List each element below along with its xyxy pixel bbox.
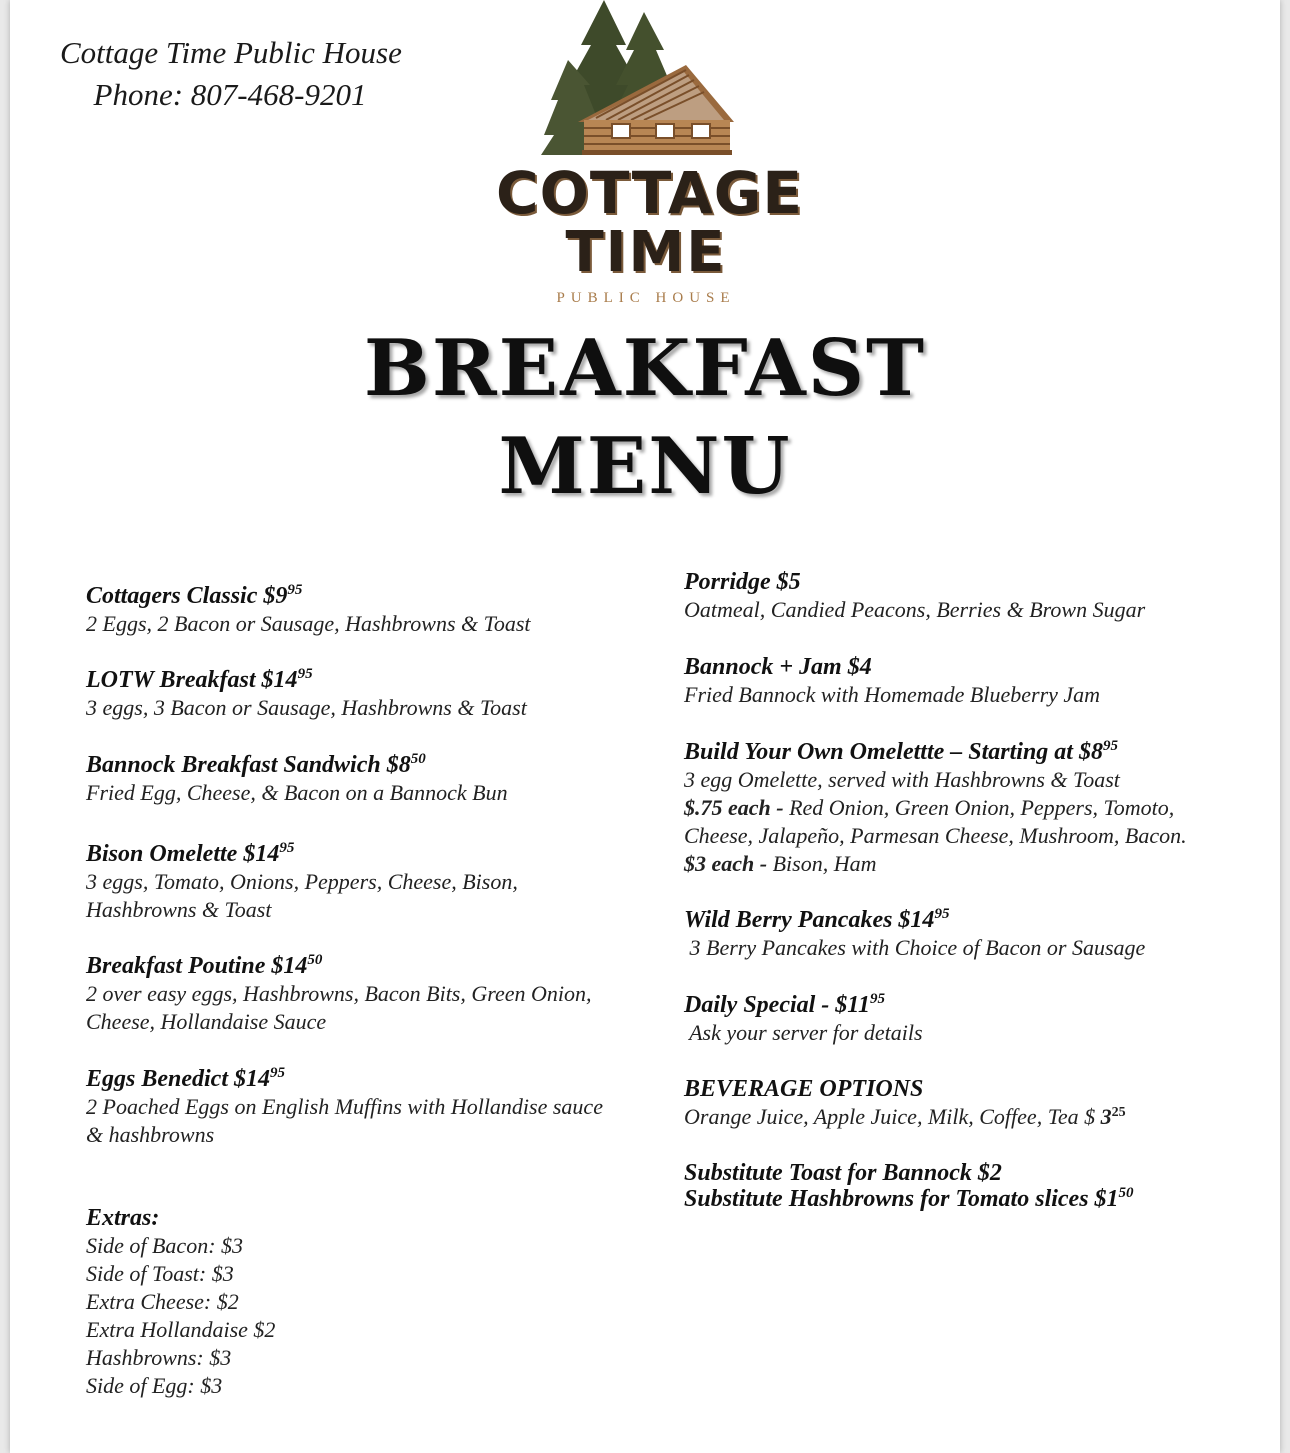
substitutions-section <box>684 1160 1244 1212</box>
item-name: Breakfast Poutine $14 <box>86 953 308 979</box>
item-cents: 95 <box>287 582 303 598</box>
menu-item-daily-special <box>684 991 1244 1047</box>
extras-item: Extra Cheese: $2 <box>86 1289 239 1314</box>
extras-item: Side of Egg: $3 <box>86 1373 223 1398</box>
menu-title-line2: MENU <box>498 421 792 512</box>
cabin-trees-icon <box>496 0 796 170</box>
business-name: Cottage Time Public House <box>60 35 402 70</box>
item-desc: 3 Berry Pancakes with Choice of Bacon or Sausage <box>684 935 1146 960</box>
phone-number: Phone: 807-468-9201 <box>93 77 367 112</box>
menu-item-bannock-sandwich <box>86 751 646 807</box>
substitution-line: Substitute Hashbrowns for Tomato slices $1 <box>684 1186 1119 1212</box>
item-cents: 95 <box>1102 738 1118 754</box>
item-desc: 2 over easy eggs, Hashbrowns, Bacon Bits, Green Onion, <box>86 981 592 1006</box>
menu-title-line1: BREAKFAST <box>363 323 927 414</box>
item-desc: Hashbrowns & Toast <box>86 897 272 922</box>
item-desc: & hashbrowns <box>86 1122 215 1147</box>
menu-page <box>10 0 1280 1453</box>
substitution-line: Substitute Toast for Bannock $2 <box>684 1160 1002 1186</box>
item-desc: 3 eggs, Tomato, Onions, Peppers, Cheese, Bison, <box>86 869 518 894</box>
substitution-cents: 50 <box>1118 1185 1134 1201</box>
item-desc: 3 egg Omelette, served with Hashbrowns & Toast <box>684 767 1120 792</box>
cottage-time-logo <box>496 0 803 320</box>
item-cents: 95 <box>279 840 295 856</box>
item-desc: Cheese, Hollandaise Sauce <box>86 1009 327 1034</box>
item-desc: Oatmeal, Candied Peacons, Berries & Brown Sugar <box>684 597 1146 622</box>
beverage-list: Orange Juice, Apple Juice, Milk, Coffee, Tea $ <box>684 1104 1101 1129</box>
extras-item: Hashbrowns: $3 <box>86 1345 232 1370</box>
item-name: Bannock + Jam $4 <box>684 654 872 680</box>
item-desc: Fried Egg, Cheese, & Bacon on a Bannock Bun <box>86 780 508 805</box>
menu-item-cottagers-classic <box>86 582 646 638</box>
beverage-price: 3 <box>1100 1104 1112 1129</box>
menu-item-bannock-jam <box>684 653 1244 709</box>
contact-block <box>60 32 400 116</box>
extras-item: Side of Bacon: $3 <box>86 1233 244 1258</box>
item-cents: 95 <box>297 666 313 682</box>
beverage-cents: 25 <box>1111 1105 1126 1120</box>
item-name: Bison Omelette $14 <box>86 841 280 867</box>
menu-item-lotw-breakfast <box>86 666 646 722</box>
option-text-cont: Cheese, Jalapeño, Parmesan Cheese, Mushroom, Bacon. <box>684 823 1187 848</box>
extras-item: Side of Toast: $3 <box>86 1261 234 1286</box>
item-name: Daily Special - $11 <box>684 992 870 1018</box>
menu-item-breakfast-poutine <box>86 952 646 1036</box>
item-cents: 95 <box>869 991 885 1007</box>
item-desc: Ask your server for details <box>684 1020 923 1045</box>
item-desc: 2 Poached Eggs on English Muffins with Hollandise sauce <box>86 1094 603 1119</box>
item-cents: 95 <box>270 1065 285 1081</box>
item-name: Build Your Own Omelettte – Starting at $8 <box>684 739 1103 765</box>
menu-item-bison-omelette <box>86 840 646 924</box>
item-desc: 3 eggs, 3 Bacon or Sausage, Hashbrowns & Toast <box>86 695 527 720</box>
beverage-section <box>684 1075 1244 1131</box>
option-text: Bison, Ham <box>767 851 877 876</box>
menu-item-eggs-benedict <box>86 1065 646 1149</box>
item-name: Cottagers Classic $9 <box>86 583 288 609</box>
item-name: Wild Berry Pancakes $14 <box>684 907 935 933</box>
extras-heading: Extras: <box>86 1205 160 1231</box>
extras-item: Extra Hollandaise $2 <box>86 1317 276 1342</box>
item-name: Eggs Benedict $14 <box>86 1066 270 1092</box>
item-name: Porridge $5 <box>684 569 801 595</box>
menu-item-wild-berry-pancakes <box>684 906 1244 962</box>
logo-subtitle: PUBLIC HOUSE <box>556 290 736 306</box>
option-price-label: $.75 each - <box>684 795 784 820</box>
item-name: LOTW Breakfast $14 <box>86 667 298 693</box>
logo-word-cottage: COTTAGE <box>496 159 803 227</box>
item-cents: 50 <box>307 952 323 968</box>
item-name: Bannock Breakfast Sandwich $8 <box>86 752 411 778</box>
beverage-heading: BEVERAGE OPTIONS <box>684 1076 924 1102</box>
logo-word-time: TIME <box>565 220 727 285</box>
menu-item-porridge <box>684 568 1244 624</box>
option-text: Red Onion, Green Onion, Peppers, Tomoto, <box>783 795 1175 820</box>
item-cents: 95 <box>934 906 950 922</box>
item-desc: 2 Eggs, 2 Bacon or Sausage, Hashbrowns & Toast <box>86 611 531 636</box>
item-desc: Fried Bannock with Homemade Blueberry Jam <box>684 682 1101 707</box>
option-price-label: $3 each - <box>684 851 768 876</box>
extras-section <box>86 1204 646 1400</box>
menu-item-build-omelette <box>684 738 1244 878</box>
item-cents: 50 <box>410 751 426 767</box>
